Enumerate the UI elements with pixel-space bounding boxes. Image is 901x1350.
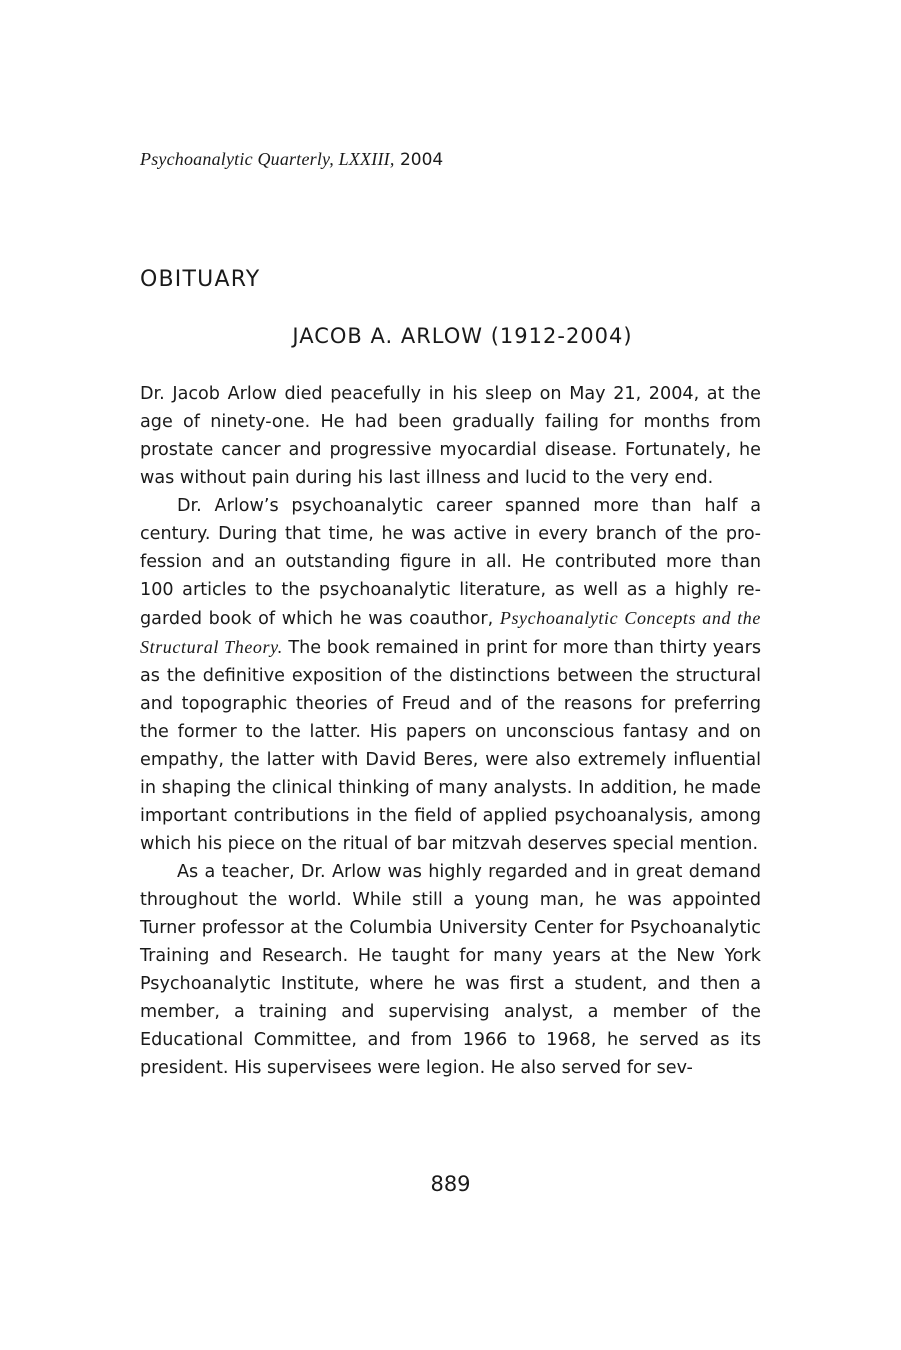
book-title: Psychoanalytic Concepts and the Structural Theory. [140,608,761,657]
article-title: JACOB A. ARLOW (1912-2004) [292,324,633,348]
section-label: OBITUARY [140,267,261,292]
paragraph-1: Dr. Jacob Arlow died peacefully in his sleep on May 21, 2004, at the age of ninety-one. He had been gradually failing for months from prostate cancer and progressive myocardial disease. Fortunately, he was without pain during his last illness and lucid to the very end. [140,384,761,488]
paragraph-2-text-after: The book remained in print for more than thirty years as the definitive exposition of the distinctions between the structural and topographic theories of Freud and of the reasons for preferring the former to the latter. His papers on unconscious fantasy and on empathy, the latter with David Beres, were also extremely influential in shaping the clinical thinking of many analysts. In addition, he made important contributions in the field of applied psychoanalysis, among which his piece on the ritual of bar mitzvah deserves special mention. [140,638,761,854]
paragraph-3: As a teacher, Dr. Arlow was highly regarded and in great demand throughout the world. While still a young man, he was appointed Turner professor at the Columbia University Center for Psychoanalytic Training and Research. He taught for many years at the New York Psychoanalytic Institute, where he was first a student, and then a member, a training and supervising analyst, a member of the Educational Committee, and from 1966 to 1968, he served as its president. His supervisees were legion. He also served for sev- [140,862,761,1078]
journal-year: 2004 [399,150,444,170]
paragraph-2 [140,492,761,858]
running-head [140,147,443,172]
paragraph-2-text-before: Dr. Arlow’s psychoanalytic career spanned more than half a century. During that time, he was active in every branch of the profession and an outstanding figure in all. He contributed more than 100 articles to the psychoanalytic literature, as well as a highly regarded book of which he was coauthor, [140,496,761,629]
journal-citation: Psychoanalytic Quarterly, LXXIII, [140,149,395,169]
page-number: 889 [430,1172,471,1196]
article-body [140,380,761,1082]
